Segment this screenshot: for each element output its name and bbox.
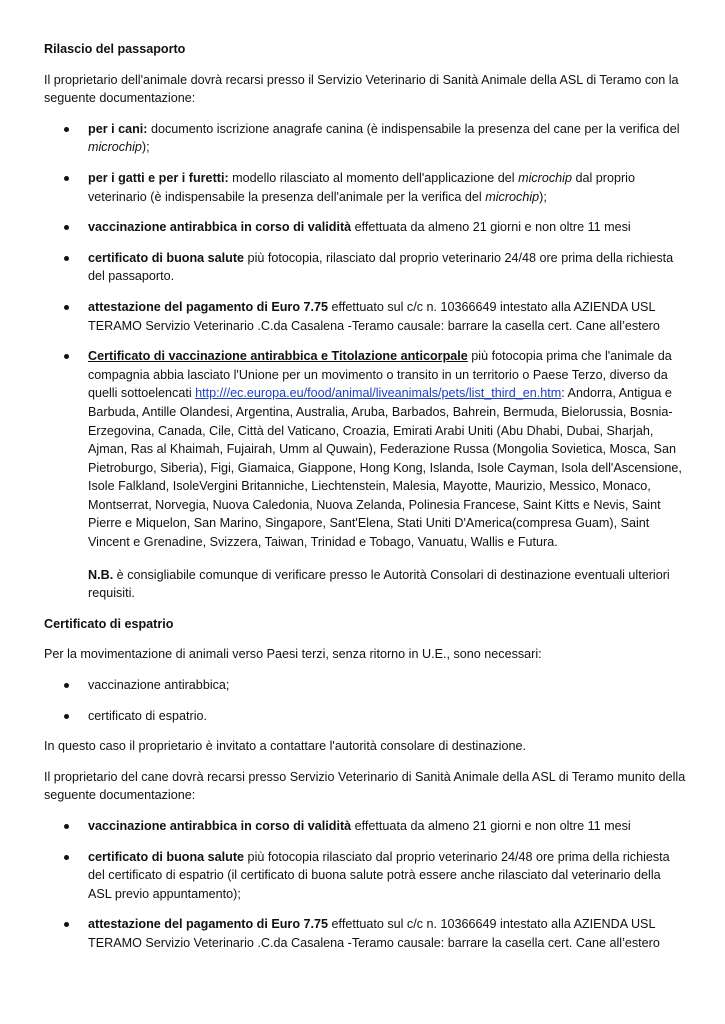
list-item-health-certificate: certificato di buona salute più fotocopia rilasciato dal proprio veterinario 24/48 ore prima della richiesta del certificato di espatrio (il certificato di buona salute potrà essere anche rilasciato dal veterinario della ASL previo appuntamento); (44, 848, 686, 904)
passport-intro: Il proprietario dell'animale dovrà recarsi presso il Servizio Veterinario di Sanità Animale della ASL di Teramo con la seguente documentazione: (44, 72, 679, 106)
eu-third-countries-link[interactable]: http:///ec.europa.eu/food/animal/liveanimals/pets/list_third_en.htm (195, 386, 562, 401)
consular-note: In questo caso il proprietario è invitato a contattare l'autorità consolare di destinazione. (44, 739, 526, 754)
list-item-rabies-vaccination: vaccinazione antirabbica in corso di validità effettuata da almeno 21 giorni e non oltre 11 mesi (44, 218, 686, 237)
list-item-cats-ferrets: per i gatti e per i furetti: modello rilasciato al momento dell'applicazione del microchip dal proprio veterinario (è indispensabile la presenza dell'animale per la verifica del microchip); (44, 169, 686, 206)
list-item-health-certificate: certificato di buona salute più fotocopia, rilasciato dal proprio veterinario 24/48 ore prima della richiesta del passaporto. (44, 249, 686, 286)
passport-requirements-list (44, 120, 686, 603)
expatriation-documents-list (44, 817, 686, 953)
expatriation-intro: Per la movimentazione di animali verso Paesi terzi, senza ritorno in U.E., sono necessari: (44, 647, 542, 662)
list-item: vaccinazione antirabbica; (44, 676, 686, 695)
list-item-payment: attestazione del pagamento di Euro 7.75 effettuato sul c/c n. 10366649 intestato alla AZIENDA USL TERAMO Servizio Veterinario .C.da Casalena -Teramo causale: barrare la casella cert. Cane all’estero (44, 298, 686, 335)
owner-instructions: Il proprietario del cane dovrà recarsi presso Servizio Veterinario di Sanità Animale della ASL di Teramo munito della seguente documentazione: (44, 769, 686, 803)
expatriation-basic-list (44, 676, 686, 725)
list-item-rabies-vaccination: vaccinazione antirabbica in corso di validità effettuata da almeno 21 giorni e non oltre 11 mesi (44, 817, 686, 836)
list-item-dogs: per i cani: documento iscrizione anagrafe canina (è indispensabile la presenza del cane per la verifica del microchip); (44, 120, 686, 157)
section-title-passport: Rilascio del passaporto (44, 42, 186, 56)
nota-bene: N.B. è consigliabile comunque di verificare presso le Autorità Consolari di destinazione eventuali ulteriori requisiti. (88, 567, 670, 601)
list-item-titration-certificate: Certificato di vaccinazione antirabbica e Titolazione anticorpale più fotocopia prima che l'animale da compagnia abbia lasciato l'Unione per un movimento o transito in un territorio o Paese Terzo, diverso da quelli sottoelencati http:///ec.europa.eu/food/animal/liveanimals/pets/list_third_en.htm: Andorra, Antigua e Barbuda, Antille Olandesi, Argentina, Australia, Aruba, Barbados, Bahrein, Bermuda, Bielorussia, Bosnia-Erzegovina, Canada, Cile, Città del Vaticano, Croazia, Emirati Arabi Uniti (Abu Dhabi, Dubai, Sharjah, Ajman, Ras al Khaimah, Fujairah, Umm al Quwain), Federazione Russa (Mongolia Sovietica, Mosca, San Pietroburgo, Siberia), Figi, Giamaica, Giappone, Hong Kong, Islanda, Isole Cayman, Isola dell'Ascensione, Isole Falkland, IsoleVergini Britanniche, Liechtenstein, Malesia, Mayotte, Maurizio, Messico, Monaco, Montserrat, Norvegia, Nuova Caledonia, Nuova Zelanda, Polinesia Francese, Saint Kitts e Nevis, Saint Pierre e Miquelon, San Marino, Singapore, Sant'Elena, Stati Uniti D'America(compresa Guam), Saint Vincent e Grenadine, Svizzera, Taiwan, Trinidad e Tobago, Vanuatu, Wallis e Futura. (44, 347, 686, 552)
list-item: certificato di espatrio. (44, 707, 686, 726)
section-title-expatriation: Certificato di espatrio (44, 616, 174, 631)
document-page (44, 40, 686, 965)
list-item-payment: attestazione del pagamento di Euro 7.75 effettuato sul c/c n. 10366649 intestato alla AZIENDA USL TERAMO Servizio Veterinario .C.da Casalena -Teramo causale: barrare la casella cert. Cane all’estero (44, 915, 686, 952)
